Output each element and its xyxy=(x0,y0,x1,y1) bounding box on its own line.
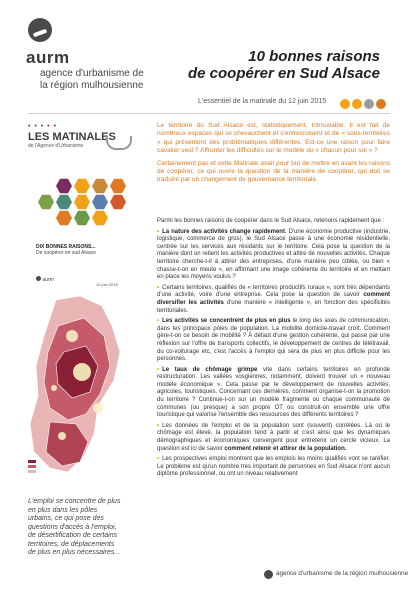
bullet-icon: • xyxy=(157,366,160,373)
reason-1-strong: La nature des activités change rapidement xyxy=(162,228,285,235)
logo-wordmark: aurm xyxy=(26,48,70,67)
body-text xyxy=(157,218,390,482)
header-divider xyxy=(28,113,390,114)
title-line2: de coopérer en Sud Alsace xyxy=(187,65,380,82)
logo-subtitle xyxy=(40,68,160,92)
dot-1 xyxy=(340,99,350,109)
dix-subtitle: De coopérer en sud Alsace xyxy=(36,250,97,256)
reason-2-strong: comment diversifier les activités xyxy=(157,292,390,306)
reason-4 xyxy=(157,367,390,420)
reason-6 xyxy=(157,456,390,479)
map-legend xyxy=(28,460,66,475)
legend-swatch xyxy=(28,465,36,468)
tiny-dots-decoration: • • • • • xyxy=(28,123,58,130)
reason-6-text: Les prospectives emploi montrent que les emplois les moins qualifiés vont se raréfier. Le problème est qu'un nombre très important de personnes en Sud Alsace n'ont aucun diplôme professionnel, ou ont un niveau relativement xyxy=(157,456,390,478)
dot-3 xyxy=(364,99,374,109)
lead-paragraph: Parmi les bonnes raisons de coopérer dans le Sud Alsace, retenons rapidement que : xyxy=(157,218,385,224)
reason-2-pre: Certains territoires, qualifiés de « territoires productifs ruraux », sont très dépendants d'une activité, voire d'une entreprise. Cela pose la question de savoir xyxy=(157,284,390,299)
aurm-logo-icon xyxy=(28,18,52,42)
map-pole-circle xyxy=(58,432,66,440)
reason-2-text: d'une manière « intelligente », en fonction des spécificités territoriales. xyxy=(157,299,390,314)
reason-2 xyxy=(157,285,390,315)
matinales-subtitle: de l'Agence d'Urbanisme xyxy=(28,143,84,149)
mini-logo xyxy=(36,276,54,283)
bullet-icon: • xyxy=(157,318,160,325)
reason-4-strong: Le taux de chômage grimpe xyxy=(162,366,258,373)
reason-3-strong: Les activités se concentrent de plus en plus xyxy=(162,318,291,325)
hex-photo xyxy=(38,194,54,210)
dix-raisons-block xyxy=(36,244,126,256)
meta-line: L'essentiel de la matinale du 12 juin 2015 xyxy=(198,98,327,105)
hex-photo xyxy=(56,178,72,194)
mini-logo-word: aurm xyxy=(42,277,54,283)
reason-4-text: vite dans certains territoires en profonde restructuration. Les vallées vosgiennes, notamment, doivent trouver un « nouveau modèle économique ». Cela passe par le développement de nouvelles activités, agricoles, touristiques. Concernant ces dernières, comment organise-t-on la promotion du territoire ? Continue-t-on sur un modèle fragmenté où chaque communauté de communes (ou presque) a son propre OT ou construit-on ensemble une offre touristique qui valorise l'ensemble des ressources des différents territoires ? xyxy=(157,366,390,419)
footer-text: agence d'urbanisme de la région mulhousienne xyxy=(276,570,409,577)
reason-1-text: . D'une économie productive (industrie, logistique, commerce de gros), le Sud Alsace passe à une économie résidentielle, centrée sur les services aux résidants sur le territoire. Cela pose la question de la manière dont on retient les activités productives et attire de nouvelles activités. Chaque territoire cherche-t-il à attirer des entreprises, d'une manière peu ciblée, ou bien « chasse-t-on en meute », en affirmant une image cohérente du territoire et en mettant en place les moyens voulus ? xyxy=(157,228,390,281)
dot-2 xyxy=(352,99,362,109)
intro-text xyxy=(157,122,390,189)
reason-1 xyxy=(157,229,390,282)
decorative-dots xyxy=(340,96,388,114)
mini-logo-icon xyxy=(36,276,41,281)
hex-photo xyxy=(74,178,90,194)
reason-5-strong: comment retenir et attirer de la population. xyxy=(224,445,347,452)
bullet-icon: • xyxy=(157,284,160,291)
reason-3-text: le long des axes de communication, dans les principaux pôles de population. La mobilité domicile-travail croît. Comment gère-t-on ce besoin de mobilité ? À défaut d'une gestion cohérente, qui passe par une réflexion sur l'offre de transports collectifs, le développement de centres de télétravail, du co-voiturage etc, c'est l'accès à l'emploi qui sera de plus en plus difficile pour les personnes. xyxy=(157,318,390,363)
bullet-icon: • xyxy=(157,422,160,429)
intro-paragraph-2: Certainement pas et cette Matinale avait pour but de mettre en avant les raisons de coopérer, ce qui ouvre la question de la manière de coopérer, qui doit se traduire par un changement de gouvernance territoriale. xyxy=(157,159,390,184)
hex-photo xyxy=(74,194,90,210)
hex-photo xyxy=(92,178,108,194)
bullet-icon: • xyxy=(157,456,160,463)
map-pole-circle xyxy=(73,363,91,381)
map-pole-circle xyxy=(93,403,103,413)
hex-photo xyxy=(110,178,126,194)
hex-photo xyxy=(92,210,108,226)
dot-4 xyxy=(376,99,386,109)
matinales-title: LES MATINALES xyxy=(28,131,116,143)
legend-swatch xyxy=(28,460,36,463)
dix-title: DIX BONNES RAISONS... xyxy=(36,244,96,250)
reason-5 xyxy=(157,423,390,453)
footer-logo-icon xyxy=(264,570,273,579)
map-caption: L'emploi se concentre de plus en plus dans les pôles urbains, ce qui pose des questions d'accès à l'emploi, de désertification de certains territoires, de déplacements de plus en plus nécessaires... xyxy=(28,498,121,556)
page-title xyxy=(160,48,380,82)
reason-3 xyxy=(157,318,390,364)
map-pole-circle xyxy=(51,385,57,391)
intro-paragraph-1: Le territoire du Sud Alsace est, statistiquement, introuvable. Il est fait de nombreux espaces qui se chevauchent et s'entrecroisent et de « sous-territoires » qui présentent des problématiques différentes. Est-ce une raison pour faire cavalier seul ? Affronter les difficultés sur le modèle du « chacun pour soi » ? xyxy=(157,122,390,155)
hex-photo xyxy=(56,210,72,226)
logo-subtitle-line2: la région mulhousienne xyxy=(40,80,144,91)
title-line1: 10 bonnes raisons xyxy=(248,48,380,65)
bullet-icon: • xyxy=(157,228,160,235)
hex-photo xyxy=(110,194,126,210)
hex-photo xyxy=(56,194,72,210)
reason-5-pre: Les données de l'emploi et de la population sont (souvent) corrélées. Là où le chômage est élevé, la population tend à partir et c'est ainsi que les dynamiques démographiques et économiques convergent pour entretenir un cercle vicieux. La question est ici de savoir xyxy=(157,422,390,452)
map-pole-circle xyxy=(66,330,78,342)
hex-photo xyxy=(74,210,90,226)
coffee-cup-icon xyxy=(106,136,132,150)
logo-subtitle-line1: agence d'urbanisme de xyxy=(40,68,144,79)
mini-date: 12 juin 2015 xyxy=(96,282,118,287)
hex-photo xyxy=(92,194,108,210)
legend-swatch xyxy=(28,470,36,473)
